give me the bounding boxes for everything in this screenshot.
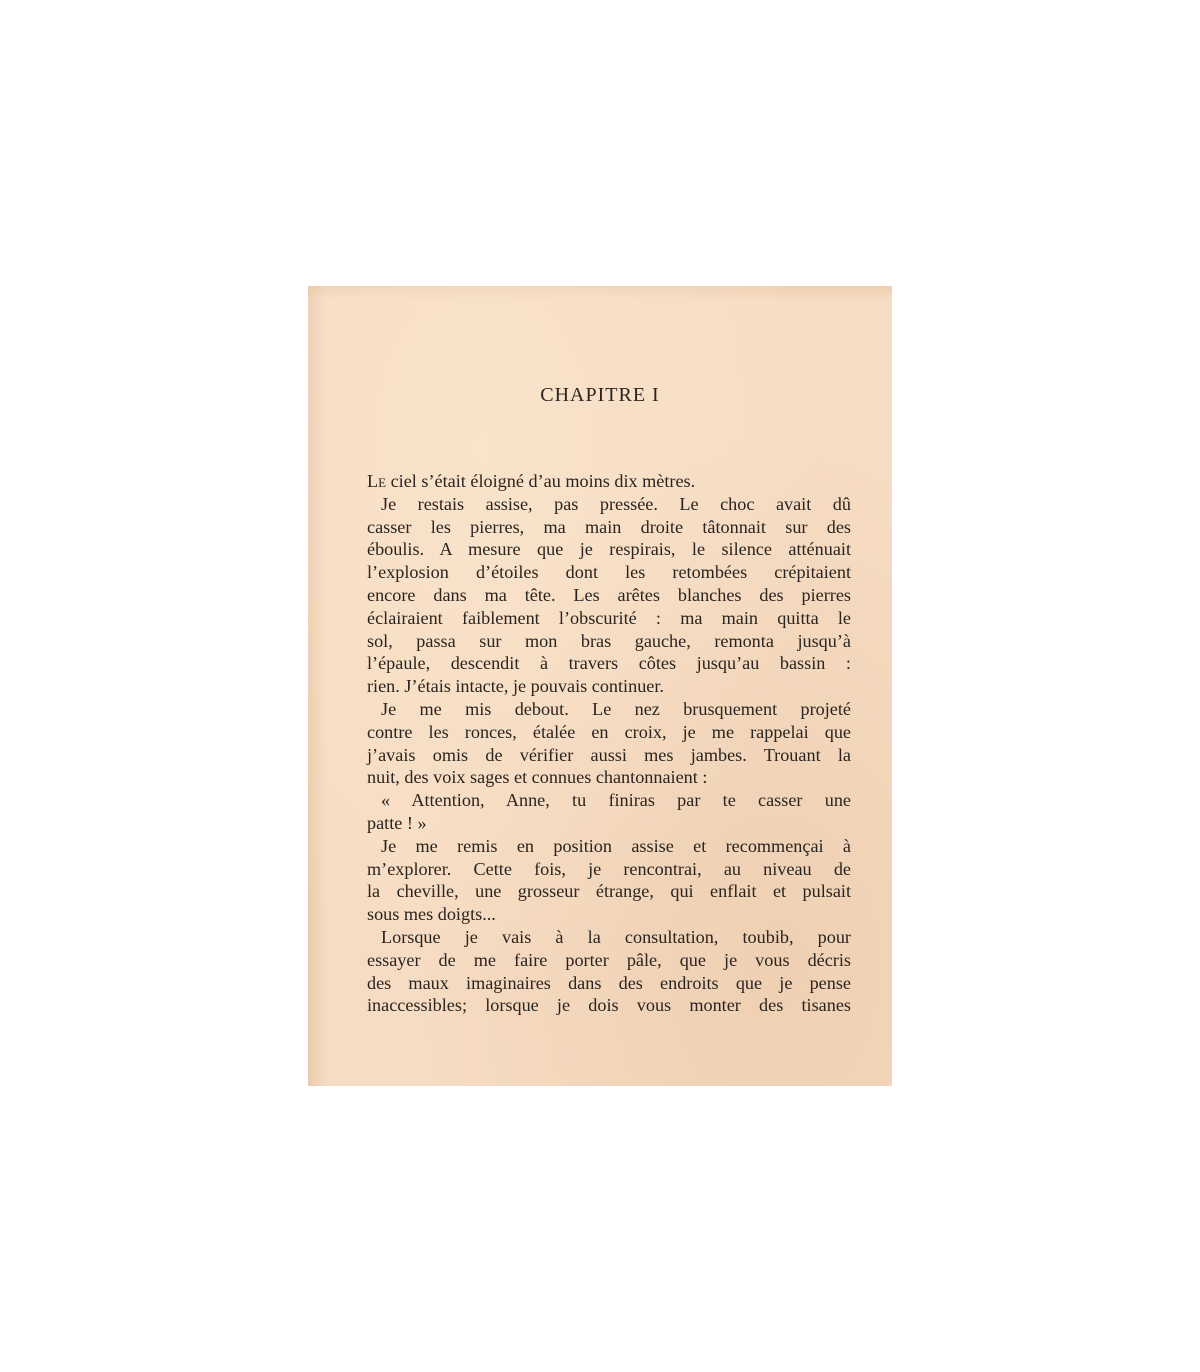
text-line: la cheville, une grosseur étrange, qui enflait et pulsait bbox=[367, 881, 851, 902]
text-line: éboulis. A mesure que je respirais, le silence atténuait bbox=[367, 539, 851, 560]
text-line: Je restais assise, pas pressée. Le choc avait dû bbox=[381, 493, 851, 514]
text-line: Je me mis debout. Le nez brusquement projeté bbox=[381, 698, 851, 719]
text-line: rien. J’étais intacte, je pouvais continuer. bbox=[367, 676, 664, 697]
text-line: « Attention, Anne, tu finiras par te casser une bbox=[381, 790, 851, 811]
text-line: l’explosion d’étoiles dont les retombées crépitaient bbox=[367, 562, 851, 583]
text-line: patte ! » bbox=[367, 812, 427, 833]
text-line: essayer de me faire porter pâle, que je vous décris bbox=[367, 949, 851, 970]
book-page bbox=[308, 286, 892, 1086]
chapter-title: CHAPITRE I bbox=[540, 384, 660, 406]
text-line: encore dans ma tête. Les arêtes blanches des pierres bbox=[367, 584, 851, 605]
chapter-body bbox=[367, 470, 851, 1017]
text-line: nuit, des voix sages et connues chantonnaient : bbox=[367, 767, 708, 788]
first-word: Le bbox=[367, 471, 387, 491]
text-line: Le ciel s’était éloigné d’au moins dix mètres. bbox=[367, 471, 696, 491]
text-line: sol, passa sur mon bras gauche, remonta jusqu’à bbox=[367, 630, 851, 651]
text-line: m’explorer. Cette fois, je rencontrai, au niveau de bbox=[367, 858, 851, 879]
text-line: j’avais omis de vérifier aussi mes jambes. Trouant la bbox=[367, 744, 851, 765]
text-line: sous mes doigts... bbox=[367, 904, 496, 925]
text-line: des maux imaginaires dans des endroits que je pense bbox=[367, 972, 851, 993]
text-line: Lorsque je vais à la consultation, toubib, pour bbox=[381, 926, 851, 947]
text-line: l’épaule, descendit à travers côtes jusqu’au bassin : bbox=[367, 653, 851, 674]
text-line: éclairaient faiblement l’obscurité : ma main quitta le bbox=[367, 607, 851, 628]
text-line: contre les ronces, étalée en croix, je me rappelai que bbox=[367, 721, 851, 742]
text-line: inaccessibles; lorsque je dois vous monter des tisanes bbox=[367, 995, 851, 1016]
text-line: casser les pierres, ma main droite tâtonnait sur des bbox=[367, 516, 851, 537]
text-line: Je me remis en position assise et recommençai à bbox=[381, 835, 851, 856]
